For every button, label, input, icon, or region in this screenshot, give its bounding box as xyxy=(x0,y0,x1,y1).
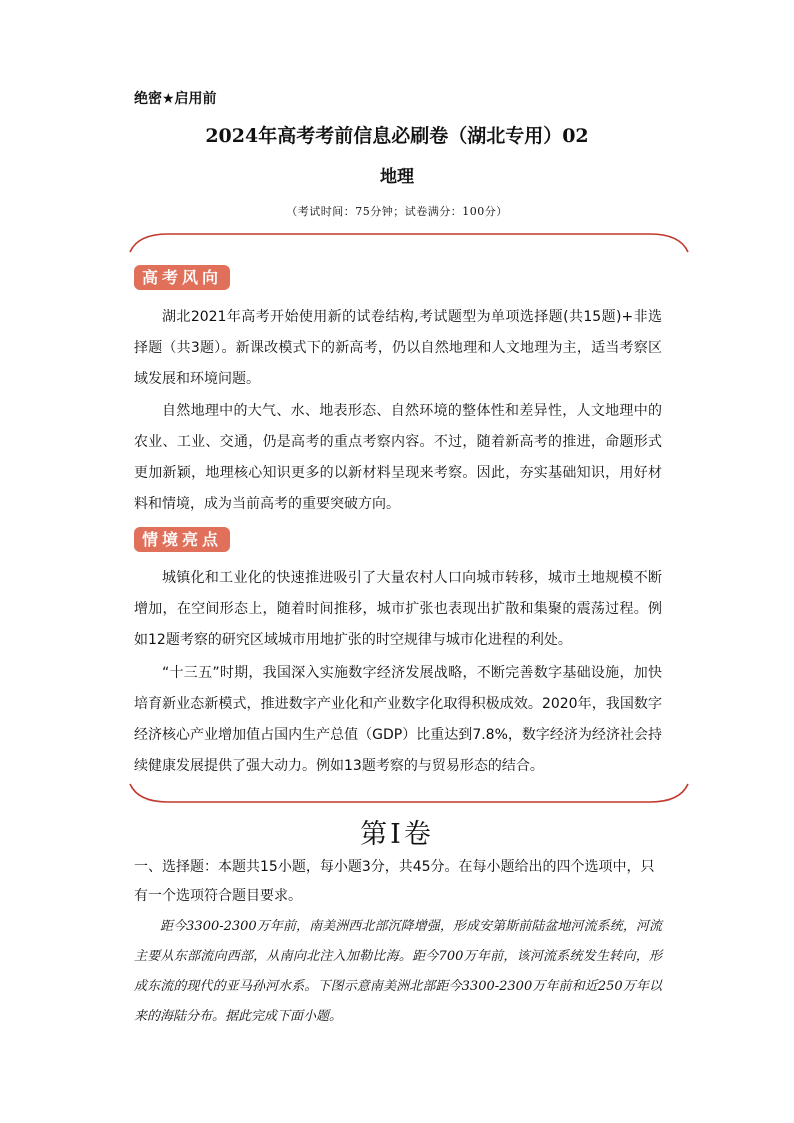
exam-title: 2024年高考考前信息必刷卷（湖北专用）02 xyxy=(205,125,589,147)
trends-paragraph-1: 湖北2021年高考开始使用新的试卷结构,考试题型为单项选择题(共15题)+非选择题（共3题）。新课改模式下的新高考，仍以自然地理和人文地理为主，适当考察区域发展和环境问题。 xyxy=(134,309,662,387)
decorative-bottom-curve xyxy=(128,778,690,808)
volume-title: 第Ⅰ卷 xyxy=(360,819,434,850)
trends-badge: 高考风向 xyxy=(134,265,230,290)
subject-title: 地理 xyxy=(380,167,414,187)
highlights-paragraph-2: “十三五”时期，我国深入实施数字经济发展战略，不断完善数字基础设施，加快培育新业态新模式，推进数字产业化和产业数字化取得积极成效。2020年，我国数字经济核心产业增加值占国内生产总值（GDP）比重达到7.8%，数字经济为经济社会持续健康发展提供了强大动力。例如13题考察的与贸易形态的结合。 xyxy=(134,665,662,774)
confidential-label: 绝密★启用前 xyxy=(134,91,217,107)
decorative-top-curve xyxy=(128,228,690,258)
question-material: 距今3300-2300万年前，南美洲西北部沉降增强，形成安第斯前陆盆地河流系统，河流主要从东部流向西部，从南向北注入加勒比海。距今700万年前，该河流系统发生转向，形成东流的现代的亚马孙河水系。下图示意南美洲北部距今3300-2300万年前和近250万年以来的海陆分布。据此完成下面小题。 xyxy=(134,919,662,1024)
exam-time-score: （考试时间：75分钟；试卷满分：100分） xyxy=(286,205,508,218)
highlights-paragraph-1: 城镇化和工业化的快速推进吸引了大量农村人口向城市转移，城市土地规模不断增加，在空间形态上，随着时间推移，城市扩张也表现出扩散和集聚的震荡过程。例如12题考察的研究区域城市用地扩张的时空规律与城市化进程的利处。 xyxy=(134,570,662,648)
highlights-badge: 情境亮点 xyxy=(134,527,230,552)
trends-paragraph-2: 自然地理中的大气、水、地表形态、自然环境的整体性和差异性，人文地理中的农业、工业、交通，仍是高考的重点考察内容。不过，随着新高考的推进，命题形式更加新颖，地理核心知识更多的以新材料呈现来考察。因此，夯实基础知识，用好材料和情境，成为当前高考的重要突破方向。 xyxy=(134,403,662,512)
multiple-choice-instructions: 一、选择题：本题共15小题，每小题3分，共45分。在每小题给出的四个选项中，只有一个选项符合题目要求。 xyxy=(134,859,655,904)
